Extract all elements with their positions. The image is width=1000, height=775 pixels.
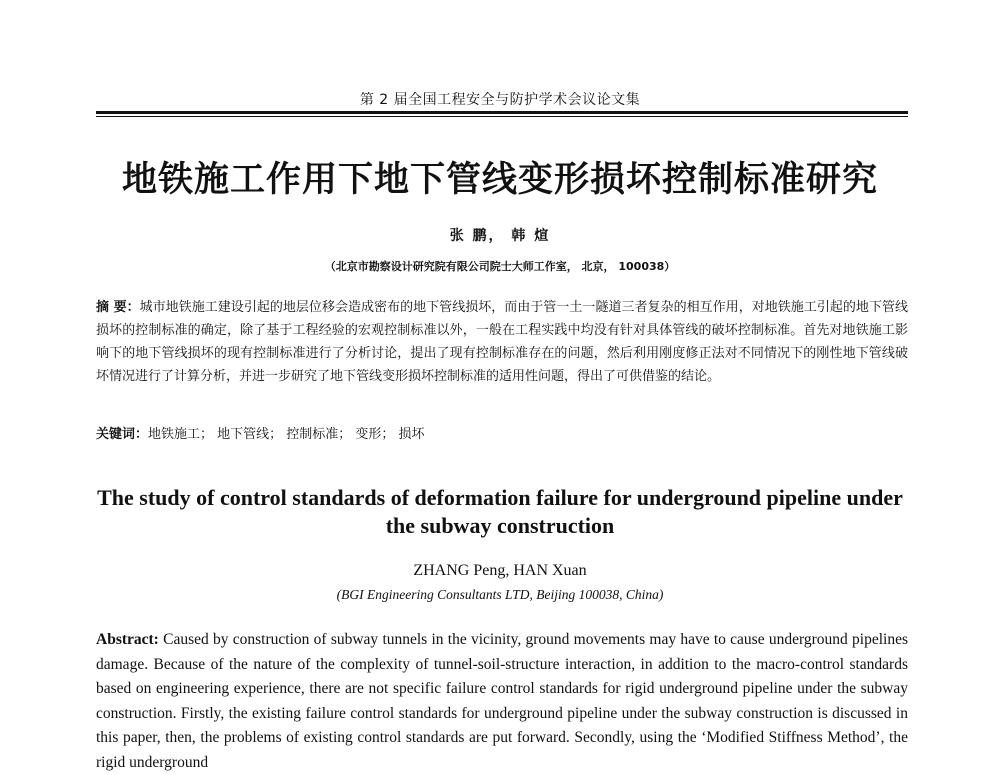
- english-title: The study of control standards of deformation failure for underground pipeline under the subway construction: [97, 485, 903, 538]
- chinese-keywords-label: 关键词：: [96, 427, 149, 442]
- header-rule-thick: [96, 111, 908, 114]
- chinese-keywords: [96, 425, 908, 445]
- english-authors: ZHANG Peng, HAN Xuan: [413, 562, 587, 579]
- running-header: 第 2 届全国工程安全与防护学术会议论文集: [359, 92, 641, 108]
- chinese-abstract-label: 摘 要：: [96, 300, 140, 315]
- english-abstract-text: Caused by construction of subway tunnels in the vicinity, ground movements may have to cause underground pipelines damage. Because of the nature of the complexity of tunnel-soil-structure interaction, in addition to the macro-control standards based on engineering experience, there are not specific failure control standards for rigid underground pipeline under the subway construction. Firstly, the existing failure control standards for underground pipeline under the subway construction is discussed in this paper, then, the problems of existing control standards are put forward. Secondly, using the ‘Modified Stiffness Method’, the rigid underground: [96, 631, 909, 771]
- chinese-title: 地铁施工作用下地下管线变形损坏控制标准研究: [121, 160, 878, 200]
- english-abstract-label: Abstract:: [96, 631, 159, 648]
- english-affiliation: (BGI Engineering Consultants LTD, Beijing 100038, China): [336, 587, 664, 602]
- english-abstract: [96, 628, 908, 775]
- header-rule-thin: [96, 116, 908, 117]
- chinese-abstract-text: 城市地铁施工建设引起的地层位移会造成密布的地下管线损坏，而由于管一土一隧道三者复杂的相互作用，对地铁施工引起的地下管线损坏的控制标准的确定，除了基于工程经验的宏观控制标准以外，一般在工程实践中均没有针对具体管线的破坏控制标准。首先对地铁施工影响下的地下管线损坏的现有控制标准进行了分析讨论，提出了现有控制标准存在的问题，然后利用刚度修正法对不同情况下的刚性地下管线破坏情况进行了计算分析，并进一步研究了地下管线变形损坏控制标准的适用性问题，得出了可供借鉴的结论。: [96, 300, 908, 384]
- chinese-authors: 张 鹏， 韩 煊: [449, 228, 551, 244]
- chinese-keywords-text: 地铁施工； 地下管线； 控制标准； 变形； 损坏: [148, 427, 425, 442]
- chinese-abstract: [96, 296, 908, 388]
- chinese-affiliation: （北京市勘察设计研究院有限公司院士大师工作室， 北京， 100038）: [324, 260, 676, 273]
